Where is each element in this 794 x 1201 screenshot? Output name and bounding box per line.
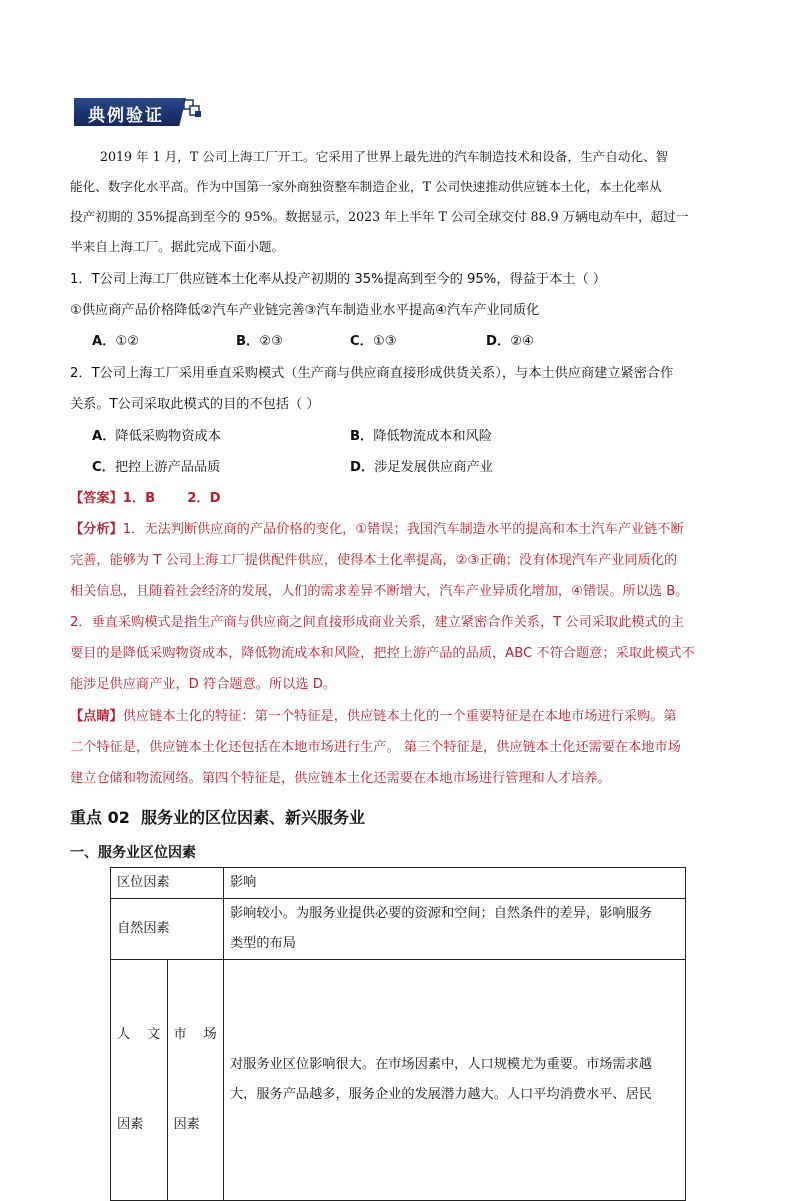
impact-line: 影响较小。为服务业提供必要的资源和空间；自然条件的差异，影响服务 xyxy=(230,906,652,921)
question-2-option-d[interactable] xyxy=(350,459,493,477)
answer-text: 1．B 2．D xyxy=(122,491,221,506)
analysis-line-2: 完善，能够为 T 公司上海工厂提供配件供应，使得本土化率提高，②③正确；没有体现汽车产业同质化的 xyxy=(70,553,678,568)
option-text: ①③ xyxy=(372,334,397,349)
option-text: ②③ xyxy=(259,334,283,349)
section-subtitle: 一、服务业区位因素 xyxy=(70,845,196,861)
factor-b-line: 市 场 xyxy=(173,1027,217,1042)
passage-line-1: 2019 年 1 月，T 公司上海工厂开工。它采用了世界上最先进的汽车制造技术和设备，生产自动化、智 xyxy=(100,149,669,164)
factor-a-line: 人 文 xyxy=(117,1027,161,1042)
question-2-option-c[interactable] xyxy=(92,459,220,477)
question-1-option-d[interactable] xyxy=(486,333,534,351)
option-text: 降低采购物资成本 xyxy=(115,429,221,444)
passage-line-4: 半来自上海工厂。据此完成下面小题。 xyxy=(70,239,285,254)
question-2-stem-line-1: 2．T公司上海工厂采用垂直采购模式（生产商与供应商直接形成供货关系），与本土供应商建立紧密合作 xyxy=(70,366,674,381)
analysis-line-4: 2．垂直采购模式是指生产商与供应商之间直接形成商业关系，建立紧密合作关系，T 公司采取此模式的主 xyxy=(70,615,685,630)
section-title: 重点 02 服务业的区位因素、新兴服务业 xyxy=(70,808,365,827)
option-text: 涉足发展供应商产业 xyxy=(374,460,493,475)
option-letter: B． xyxy=(350,429,374,444)
factor-b-line: 因素 xyxy=(173,1117,200,1132)
analysis-line-3: 相关信息，且随着社会经济的发展，人们的需求差异不断增大，汽车产业异质化增加，④错误。所以选 B。 xyxy=(70,584,689,599)
table-header-impact: 影响 xyxy=(224,868,686,899)
banner-title: 典例验证 xyxy=(88,106,164,126)
option-text: 把控上游产品品质 xyxy=(114,460,221,475)
question-2-stem-line-2: 关系。T公司采取此模式的目的不包括（ ） xyxy=(70,397,320,412)
comment-line-1 xyxy=(70,708,724,726)
table-cell-factor: 自然因素 xyxy=(111,899,224,960)
option-letter: C． xyxy=(350,334,373,349)
passage-line-2: 能化、数字化水平高。作为中国第一家外商独资整车制造企业，T 公司快速推动供应链本土化，本土化率从 xyxy=(70,179,662,194)
comment-line-2: 二个特征是，供应链本土化还包括在本地市场进行生产。 第三个特征是，供应链本土化还需要在本地市场 xyxy=(70,740,681,755)
comment-line-3: 建立仓储和物流网络。第四个特征是，供应链本土化还需要在本地市场进行管理和人才培养。 xyxy=(70,771,611,786)
option-text: ②④ xyxy=(510,334,534,349)
answer-label: 【答案】 xyxy=(70,491,123,506)
table-row xyxy=(111,960,686,1201)
option-letter: B． xyxy=(236,334,260,349)
option-letter: C． xyxy=(92,460,115,475)
table-cell-impact xyxy=(224,899,686,960)
comment-text: 供应链本土化的特征：第一个特征是，供应链本土化的一个重要特征是在本地市场进行采购。第 xyxy=(122,709,677,724)
impact-line: 对服务业区位影响很大。在市场因素中，人口规模尤为重要。市场需求越 xyxy=(230,1057,652,1072)
table-cell-factor-a xyxy=(111,960,168,1201)
option-text: 降低物流成本和风险 xyxy=(373,429,492,444)
question-1-option-a[interactable] xyxy=(92,333,139,351)
impact-line: 类型的布局 xyxy=(230,936,296,951)
option-letter: D． xyxy=(350,460,375,475)
banner-corner-squares-icon xyxy=(182,98,206,122)
question-2-option-b[interactable] xyxy=(350,428,492,446)
question-1-option-c[interactable] xyxy=(350,333,397,351)
question-1-stem: 1．T公司上海工厂供应链本土化率从投产初期的 35%提高到至今的 95%，得益于本土（ ） xyxy=(70,272,607,287)
passage-line-3: 投产初期的 35%提高到至今的 95%。数据显示，2023 年上半年 T 公司全球交付 88.9 万辆电动车中，超过一 xyxy=(70,209,689,224)
question-1-option-b[interactable] xyxy=(236,333,283,351)
analysis-line-1 xyxy=(70,521,724,539)
table-header-factor: 区位因素 xyxy=(111,868,224,899)
table-cell-impact xyxy=(224,960,686,1201)
table-row xyxy=(111,899,686,960)
location-factors-table xyxy=(110,867,686,1201)
comment-label: 【点睛】 xyxy=(70,709,123,724)
option-letter: A． xyxy=(92,429,116,444)
analysis-label: 【分析】 xyxy=(70,522,123,537)
table-header-row xyxy=(111,868,686,899)
analysis-line-5: 要目的是降低采购物资成本，降低物流成本和风险，把控上游产品的品质，ABC 不符合题意；采取此模式不 xyxy=(70,646,695,661)
impact-line: 大，服务产品越多，服务企业的发展潜力越大。人口平均消费水平、居民 xyxy=(230,1087,652,1102)
question-2-option-a[interactable] xyxy=(92,428,221,446)
question-1-statements: ①供应商产品价格降低②汽车产业链完善③汽车制造业水平提高④汽车产业同质化 xyxy=(70,303,540,318)
table-cell-factor-b xyxy=(167,960,224,1201)
section-banner xyxy=(74,98,204,128)
option-letter: D． xyxy=(486,334,511,349)
answer-line xyxy=(70,490,724,508)
analysis-text: 1．无法判断供应商的产品价格的变化，①错误；我国汽车制造水平的提高和本土汽车产业链不断 xyxy=(122,522,684,537)
factor-a-line: 因素 xyxy=(117,1117,144,1132)
option-text: ①② xyxy=(115,334,140,349)
option-letter: A． xyxy=(92,334,116,349)
analysis-line-6: 能涉足供应商产业，D 符合题意。所以选 D。 xyxy=(70,677,337,692)
